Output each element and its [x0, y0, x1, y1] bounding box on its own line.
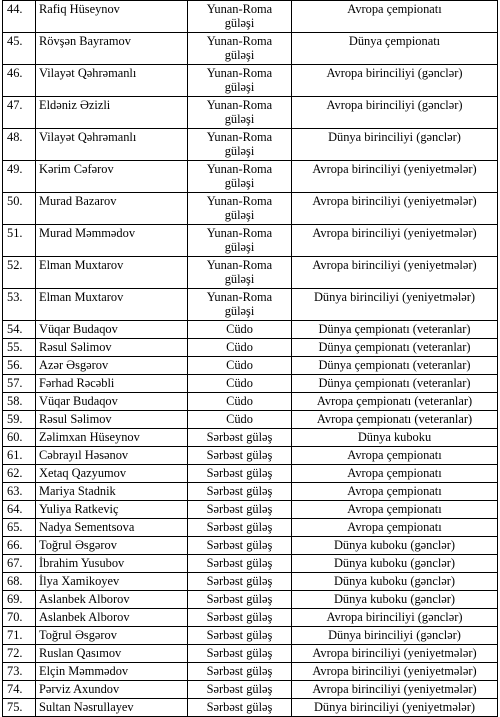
event-cell: Dünya kuboku (gənclər): [292, 573, 498, 591]
athlete-name-cell: Cəbrayıl Həsənov: [36, 447, 188, 465]
row-number-cell: 62.: [3, 465, 36, 483]
table-row: [3, 627, 498, 645]
table-row: [3, 591, 498, 609]
row-number-cell: 75.: [3, 699, 36, 717]
table-row: [3, 699, 498, 717]
row-number-cell: 65.: [3, 519, 36, 537]
table-row: [3, 411, 498, 429]
row-number-cell: 58.: [3, 393, 36, 411]
athlete-name-cell: Zəlimxan Hüseynov: [36, 429, 188, 447]
event-cell: Dünya birinciliyi (yeniyetmələr): [292, 699, 498, 717]
row-number-cell: 46.: [3, 65, 36, 97]
table-row: [3, 321, 498, 339]
athlete-name-cell: İlya Xamikoyev: [36, 573, 188, 591]
event-cell: Dünya kuboku (gənclər): [292, 537, 498, 555]
table-row: [3, 681, 498, 699]
table-row: [3, 225, 498, 257]
table-row: [3, 483, 498, 501]
athlete-name-cell: Rəsul Səlimov: [36, 411, 188, 429]
row-number-cell: 57.: [3, 375, 36, 393]
sport-cell: Sərbəst güləş: [188, 537, 292, 555]
athlete-name-cell: Elman Muxtarov: [36, 289, 188, 321]
event-cell: Avropa birinciliyi (gənclər): [292, 65, 498, 97]
table-row: [3, 519, 498, 537]
sport-cell: Cüdo: [188, 357, 292, 375]
event-cell: Avropa çempionatı: [292, 447, 498, 465]
sport-cell: Sərbəst güləş: [188, 519, 292, 537]
athlete-name-cell: Pərviz Axundov: [36, 681, 188, 699]
athlete-name-cell: Aslanbek Alborov: [36, 591, 188, 609]
sport-cell: Yunan-Roma güləşi: [188, 193, 292, 225]
event-cell: Avropa birinciliyi (yeniyetmələr): [292, 663, 498, 681]
athlete-name-cell: İbrahim Yusubov: [36, 555, 188, 573]
table-row: [3, 537, 498, 555]
row-number-cell: 56.: [3, 357, 36, 375]
athlete-name-cell: Toğrul Əsgərov: [36, 627, 188, 645]
event-cell: Avropa birinciliyi (yeniyetmələr): [292, 225, 498, 257]
table-row: [3, 1, 498, 33]
event-cell: Avropa birinciliyi (yeniyetmələr): [292, 161, 498, 193]
sport-cell: Yunan-Roma güləşi: [188, 161, 292, 193]
table-row: [3, 65, 498, 97]
sport-cell: Yunan-Roma güləşi: [188, 257, 292, 289]
table-row: [3, 429, 498, 447]
athletes-table: [2, 0, 498, 717]
sport-cell: Sərbəst güləş: [188, 555, 292, 573]
event-cell: Dünya çempionatı: [292, 33, 498, 65]
table-row: [3, 129, 498, 161]
event-cell: Dünya çempionatı (veteranlar): [292, 357, 498, 375]
event-cell: Avropa çempionatı: [292, 465, 498, 483]
sport-cell: Yunan-Roma güləşi: [188, 33, 292, 65]
event-cell: Avropa birinciliyi (yeniyetmələr): [292, 257, 498, 289]
event-cell: Dünya çempionatı (veteranlar): [292, 375, 498, 393]
event-cell: Dünya kuboku (gənclər): [292, 555, 498, 573]
row-number-cell: 52.: [3, 257, 36, 289]
athlete-name-cell: Xetaq Qazyumov: [36, 465, 188, 483]
sport-cell: Sərbəst güləş: [188, 429, 292, 447]
row-number-cell: 61.: [3, 447, 36, 465]
row-number-cell: 48.: [3, 129, 36, 161]
document-page: [2, 0, 497, 717]
athlete-name-cell: Toğrul Əsgərov: [36, 537, 188, 555]
event-cell: Dünya birinciliyi (gənclər): [292, 627, 498, 645]
athlete-name-cell: Eldəniz Əzizli: [36, 97, 188, 129]
table-row: [3, 357, 498, 375]
row-number-cell: 72.: [3, 645, 36, 663]
row-number-cell: 68.: [3, 573, 36, 591]
sport-cell: Yunan-Roma güləşi: [188, 129, 292, 161]
athlete-name-cell: Vilayət Qəhrəmanlı: [36, 65, 188, 97]
sport-cell: Yunan-Roma güləşi: [188, 225, 292, 257]
sport-cell: Yunan-Roma güləşi: [188, 65, 292, 97]
event-cell: Dünya birinciliyi (gənclər): [292, 129, 498, 161]
row-number-cell: 45.: [3, 33, 36, 65]
event-cell: Avropa çempionatı: [292, 519, 498, 537]
row-number-cell: 67.: [3, 555, 36, 573]
sport-cell: Cüdo: [188, 411, 292, 429]
sport-cell: Cüdo: [188, 321, 292, 339]
athlete-name-cell: Mariya Stadnik: [36, 483, 188, 501]
event-cell: Dünya kuboku (gənclər): [292, 591, 498, 609]
table-row: [3, 97, 498, 129]
table-row: [3, 501, 498, 519]
event-cell: Dünya birinciliyi (yeniyetmələr): [292, 289, 498, 321]
event-cell: Avropa çempionatı: [292, 501, 498, 519]
event-cell: Avropa birinciliyi (gənclər): [292, 609, 498, 627]
table-row: [3, 33, 498, 65]
sport-cell: Cüdo: [188, 339, 292, 357]
row-number-cell: 71.: [3, 627, 36, 645]
row-number-cell: 74.: [3, 681, 36, 699]
sport-cell: Sərbəst güləş: [188, 465, 292, 483]
row-number-cell: 69.: [3, 591, 36, 609]
athlete-name-cell: Rafiq Hüseynov: [36, 1, 188, 33]
sport-cell: Sərbəst güləş: [188, 483, 292, 501]
row-number-cell: 54.: [3, 321, 36, 339]
athlete-name-cell: Nadya Sementsova: [36, 519, 188, 537]
table-row: [3, 447, 498, 465]
table-row: [3, 609, 498, 627]
event-cell: Avropa birinciliyi (yeniyetmələr): [292, 645, 498, 663]
table-row: [3, 257, 498, 289]
event-cell: Avropa çempionatı (veteranlar): [292, 393, 498, 411]
table-row: [3, 289, 498, 321]
row-number-cell: 55.: [3, 339, 36, 357]
sport-cell: Yunan-Roma güləşi: [188, 97, 292, 129]
event-cell: Dünya kuboku: [292, 429, 498, 447]
sport-cell: Cüdo: [188, 375, 292, 393]
row-number-cell: 60.: [3, 429, 36, 447]
event-cell: Avropa çempionatı (veteranlar): [292, 411, 498, 429]
event-cell: Avropa birinciliyi (yeniyetmələr): [292, 681, 498, 699]
athlete-name-cell: Vilayət Qəhrəmanlı: [36, 129, 188, 161]
athlete-name-cell: Murad Məmmədov: [36, 225, 188, 257]
sport-cell: Cüdo: [188, 393, 292, 411]
row-number-cell: 70.: [3, 609, 36, 627]
table-row: [3, 375, 498, 393]
sport-cell: Yunan-Roma güləşi: [188, 289, 292, 321]
row-number-cell: 51.: [3, 225, 36, 257]
athlete-name-cell: Rövşən Bayramov: [36, 33, 188, 65]
athlete-name-cell: Yuliya Ratkeviç: [36, 501, 188, 519]
table-row: [3, 573, 498, 591]
athlete-name-cell: Murad Bazarov: [36, 193, 188, 225]
athletes-table-body: [3, 1, 498, 717]
row-number-cell: 64.: [3, 501, 36, 519]
athlete-name-cell: Fərhad Rəcəbli: [36, 375, 188, 393]
event-cell: Avropa birinciliyi (yeniyetmələr): [292, 193, 498, 225]
table-row: [3, 645, 498, 663]
table-row: [3, 393, 498, 411]
athlete-name-cell: Azər Əsgərov: [36, 357, 188, 375]
sport-cell: Sərbəst güləş: [188, 663, 292, 681]
sport-cell: Sərbəst güləş: [188, 447, 292, 465]
sport-cell: Sərbəst güləş: [188, 645, 292, 663]
row-number-cell: 59.: [3, 411, 36, 429]
table-row: [3, 663, 498, 681]
sport-cell: Sərbəst güləş: [188, 627, 292, 645]
event-cell: Avropa birinciliyi (gənclər): [292, 97, 498, 129]
row-number-cell: 50.: [3, 193, 36, 225]
athlete-name-cell: Aslanbek Alborov: [36, 609, 188, 627]
table-row: [3, 555, 498, 573]
sport-cell: Sərbəst güləş: [188, 699, 292, 717]
row-number-cell: 49.: [3, 161, 36, 193]
table-row: [3, 339, 498, 357]
athlete-name-cell: Rəsul Səlimov: [36, 339, 188, 357]
athlete-name-cell: Elman Muxtarov: [36, 257, 188, 289]
sport-cell: Sərbəst güləş: [188, 609, 292, 627]
sport-cell: Sərbəst güləş: [188, 501, 292, 519]
table-row: [3, 161, 498, 193]
athlete-name-cell: Ruslan Qasımov: [36, 645, 188, 663]
athlete-name-cell: Sultan Nəsrullayev: [36, 699, 188, 717]
row-number-cell: 53.: [3, 289, 36, 321]
event-cell: Dünya çempionatı (veteranlar): [292, 321, 498, 339]
row-number-cell: 63.: [3, 483, 36, 501]
table-row: [3, 193, 498, 225]
sport-cell: Sərbəst güləş: [188, 573, 292, 591]
row-number-cell: 73.: [3, 663, 36, 681]
row-number-cell: 47.: [3, 97, 36, 129]
event-cell: Avropa çempionatı: [292, 1, 498, 33]
sport-cell: Yunan-Roma güləşi: [188, 1, 292, 33]
athlete-name-cell: Vüqar Budaqov: [36, 321, 188, 339]
athlete-name-cell: Kərim Cəfərov: [36, 161, 188, 193]
sport-cell: Sərbəst güləş: [188, 681, 292, 699]
athlete-name-cell: Elçin Məmmədov: [36, 663, 188, 681]
row-number-cell: 66.: [3, 537, 36, 555]
row-number-cell: 44.: [3, 1, 36, 33]
sport-cell: Sərbəst güləş: [188, 591, 292, 609]
table-row: [3, 465, 498, 483]
event-cell: Dünya çempionatı (veteranlar): [292, 339, 498, 357]
athlete-name-cell: Vüqar Budaqov: [36, 393, 188, 411]
event-cell: Avropa çempionatı: [292, 483, 498, 501]
